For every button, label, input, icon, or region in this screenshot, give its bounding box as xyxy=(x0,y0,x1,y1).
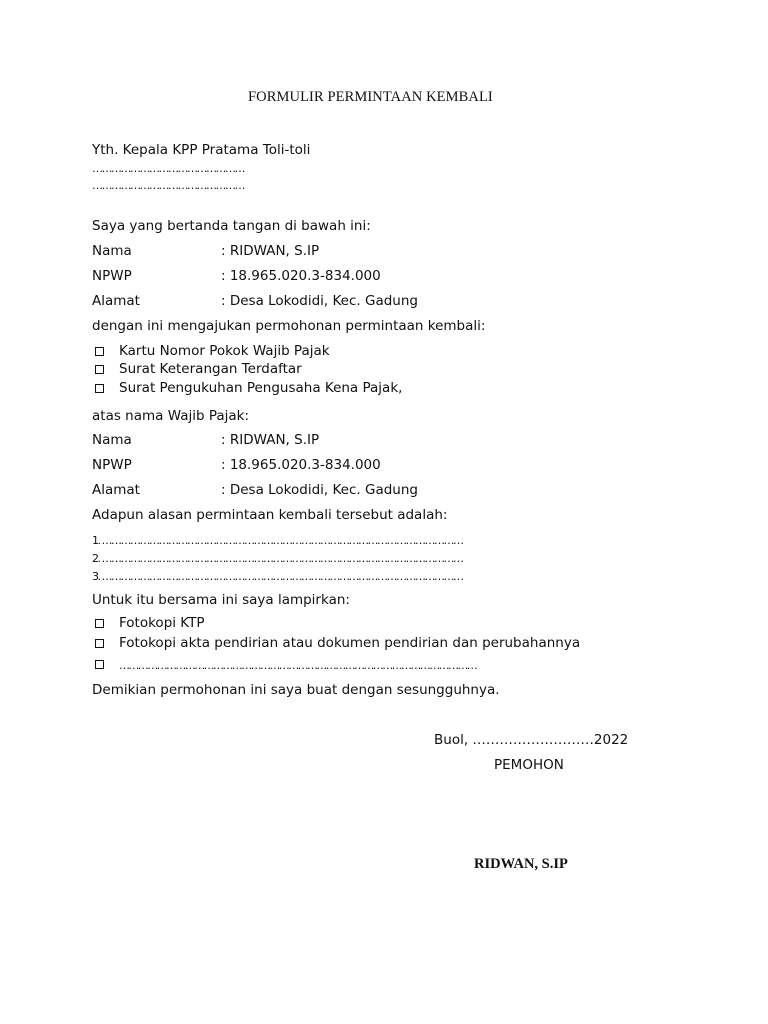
taxpayer-address-label: Alamat xyxy=(92,482,140,498)
applicant-address-label: Alamat xyxy=(92,293,140,309)
closing-text: Demikian permohonan ini saya buat dengan sesungguhnya. xyxy=(92,682,500,698)
applicant-address-value: : Desa Lokodidi, Kec. Gadung xyxy=(221,293,418,309)
checkbox[interactable] xyxy=(95,619,104,628)
signer-role: PEMOHON xyxy=(494,757,564,773)
document-title: FORMULIR PERMINTAAN KEMBALI xyxy=(248,89,493,105)
checkbox[interactable] xyxy=(95,365,104,374)
intro-text: Saya yang bertanda tangan di bawah ini: xyxy=(92,218,371,234)
applicant-name-label: Nama xyxy=(92,243,132,259)
reason-line: 3. …………………………………………………………………………………………………… xyxy=(92,570,463,583)
taxpayer-npwp-value: : 18.965.020.3-834.000 xyxy=(221,457,381,473)
reason-intro: Adapun alasan permintaan kembali tersebut adalah: xyxy=(92,507,448,523)
reason-line: 1. …………………………………………………………………………………………………… xyxy=(92,534,463,547)
attachment-label: Fotokopi akta pendirian atau dokumen pendirian dan perubahannya xyxy=(119,635,581,651)
recipient-dotted-line: ………………………………………… xyxy=(92,162,244,175)
attachment-label: Fotokopi KTP xyxy=(119,615,205,631)
reason-line: 2. …………………………………………………………………………………………………… xyxy=(92,552,463,565)
request-intro: dengan ini mengajukan permohonan permintaan kembali: xyxy=(92,318,486,334)
request-option-label: Surat Keterangan Terdaftar xyxy=(119,361,302,377)
taxpayer-npwp-label: NPWP xyxy=(92,457,132,473)
recipient-dotted-line: ………………………………………… xyxy=(92,179,244,192)
place-date: Buol, ………………………2022 xyxy=(434,732,629,748)
applicant-name-value: : RIDWAN, S.IP xyxy=(221,243,320,259)
checkbox[interactable] xyxy=(95,660,104,669)
request-option-label: Surat Pengukuhan Pengusaha Kena Pajak, xyxy=(119,380,403,396)
checkbox[interactable] xyxy=(95,639,104,648)
taxpayer-address-value: : Desa Lokodidi, Kec. Gadung xyxy=(221,482,418,498)
attachment-dotted-line: …………………………………………………………………………………………………… xyxy=(119,659,477,672)
taxpayer-intro: atas nama Wajib Pajak: xyxy=(92,408,250,424)
checkbox[interactable] xyxy=(95,347,104,356)
applicant-npwp-label: NPWP xyxy=(92,268,132,284)
attach-intro: Untuk itu bersama ini saya lampirkan: xyxy=(92,592,350,608)
taxpayer-name-value: : RIDWAN, S.IP xyxy=(221,432,320,448)
request-option-label: Kartu Nomor Pokok Wajib Pajak xyxy=(119,343,330,359)
signer-name: RIDWAN, S.IP xyxy=(474,856,568,872)
taxpayer-name-label: Nama xyxy=(92,432,132,448)
checkbox[interactable] xyxy=(95,384,104,393)
recipient-line: Yth. Kepala KPP Pratama Toli-toli xyxy=(92,142,311,158)
applicant-npwp-value: : 18.965.020.3-834.000 xyxy=(221,268,381,284)
